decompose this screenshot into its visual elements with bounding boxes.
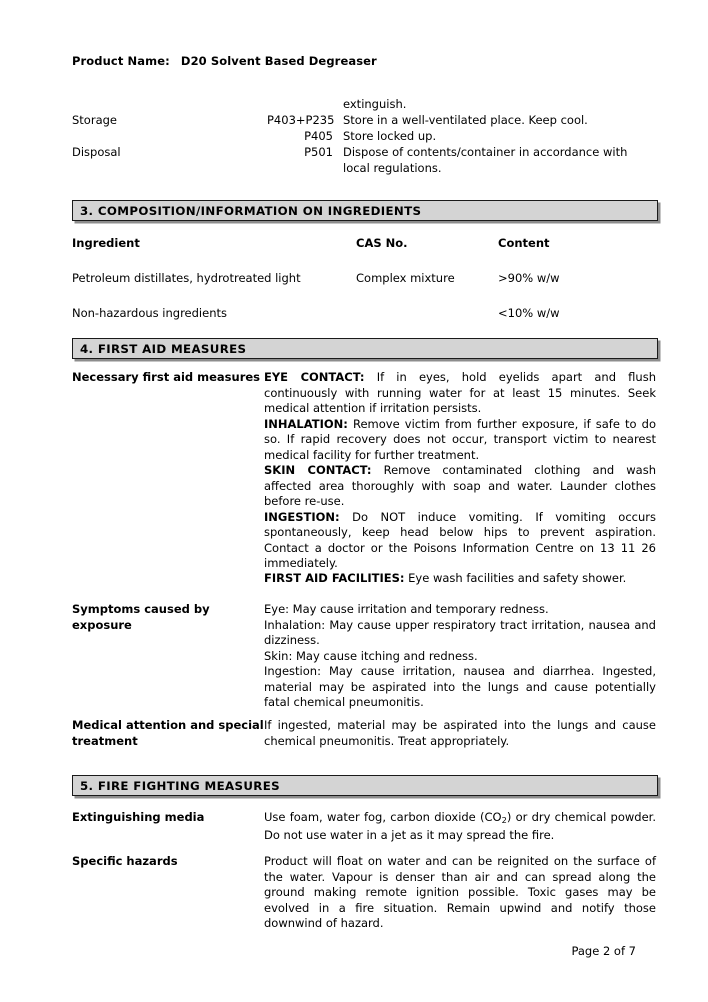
eye-contact-lead: EYE CONTACT: <box>264 370 365 384</box>
row-label-necessary-first-aid: Necessary first aid measures <box>72 370 261 384</box>
section-5-header <box>72 775 658 796</box>
product-name-value: D20 Solvent Based Degreaser <box>180 54 377 68</box>
skin-contact-lead: SKIN CONTACT: <box>264 463 372 477</box>
precaution-term: Disposal <box>72 145 121 159</box>
precaution-text: Store locked up. <box>343 129 437 143</box>
column-header-content: Content <box>498 236 550 250</box>
inhalation-lead: INHALATION: <box>264 416 348 431</box>
product-name-label: Product Name: <box>72 54 170 68</box>
first-aid-facilities-text: Eye wash facilities and safety shower. <box>404 571 627 585</box>
precaution-text: Store in a well-ventilated place. Keep cool. <box>343 113 588 127</box>
section-3-heading-text: 3. COMPOSITION/INFORMATION ON INGREDIENTS <box>80 203 422 218</box>
row-label-medical-attention: Medical attention and special treatment <box>72 718 264 748</box>
co2-subscript: 2 <box>501 814 507 825</box>
section-5-heading-text: 5. FIRE FIGHTING MEASURES <box>80 778 280 793</box>
table-row <box>72 112 652 128</box>
precaution-text: Dispose of contents/container in accordance with local regulations. <box>343 145 628 175</box>
cell-content: >90% w/w <box>498 271 560 285</box>
section-3-header <box>72 200 658 221</box>
row-label-extinguishing-media: Extinguishing media <box>72 810 205 824</box>
medical-attention-row <box>72 718 656 749</box>
composition-table-header-row <box>72 236 652 250</box>
extinguishing-media-text-part1: Use foam, water fog, carbon dioxide (CO <box>264 810 502 824</box>
first-aid-measures-row <box>72 370 656 572</box>
table-row <box>72 128 652 144</box>
extinguishing-media-text-part2: ) or dry chemical powder. Do not use water in a jet as it may spread the fire. <box>264 810 656 843</box>
medical-attention-body: If ingested, material may be aspirated into the lungs and cause chemical pneumonitis. Treat appropriately. <box>264 718 656 748</box>
first-aid-facilities-row <box>72 571 656 587</box>
precautionary-statements-table <box>72 96 652 176</box>
section-4-header <box>72 338 658 359</box>
column-header-ingredient: Ingredient <box>72 236 140 250</box>
orphan-text: extinguish. <box>343 97 407 111</box>
specific-hazards-row <box>72 854 656 932</box>
specific-hazards-body: Product will float on water and can be reignited on the surface of the water. Vapour is denser than air and can spread along the ground making remote ignition possible. Toxic gases may be evolved in a fire situation. Remain upwind and notify those downwind of hazard. <box>264 854 656 930</box>
table-row <box>72 306 652 320</box>
extinguishing-media-row <box>72 810 656 844</box>
table-row <box>72 144 652 176</box>
column-header-cas: CAS No. <box>356 236 408 250</box>
section-4-heading-text: 4. FIRST AID MEASURES <box>80 341 247 356</box>
first-aid-facilities-body <box>264 571 656 587</box>
first-aid-measures-body <box>264 370 656 572</box>
composition-table <box>72 236 652 341</box>
precaution-code: P405 <box>304 129 333 143</box>
precaution-term: Storage <box>72 113 117 127</box>
precaution-code: P501 <box>304 145 333 159</box>
symptom-line-ingestion: Ingestion: May cause irritation, nausea and diarrhea. Ingested, material may be aspirated into the lungs and cause potentially fatal chemical pneumonitis. <box>264 664 656 709</box>
cell-ingredient: Petroleum distillates, hydrotreated light <box>72 271 301 285</box>
skin-contact-text: Remove contaminated clothing and wash affected area thoroughly with soap and water. Launder clothes before re-use. <box>264 463 656 508</box>
precaution-code: P403+P235 <box>267 113 335 127</box>
page-running-header <box>72 54 377 68</box>
cell-content: <10% w/w <box>498 306 560 320</box>
row-label-symptoms: Symptoms caused by exposure <box>72 602 210 632</box>
inhalation-text: Remove victim from further exposure, if safe to do so. If rapid recovery does not occur, transport victim to nearest medical facility for further treatment. <box>264 416 656 462</box>
table-row <box>72 271 652 285</box>
cell-ingredient: Non-hazardous ingredients <box>72 306 227 320</box>
symptoms-row <box>72 602 656 711</box>
symptom-line-eye: Eye: May cause irritation and temporary redness. <box>264 602 549 616</box>
eye-contact-text: If in eyes, hold eyelids apart and flush continuously with running water for at least 15 minutes. Seek medical attention if irritation persists. <box>264 370 656 415</box>
orphan-line-row <box>72 96 652 112</box>
symptom-line-skin: Skin: May cause itching and redness. <box>264 648 478 663</box>
ingestion-text: Do NOT induce vomiting. If vomiting occurs spontaneously, keep head below hips to prevent aspiration. Contact a doctor or the Poisons Information Centre on 13 11 26 immediately. <box>264 509 656 570</box>
symptoms-body <box>264 602 656 711</box>
extinguishing-media-body <box>264 810 656 844</box>
first-aid-facilities-lead: FIRST AID FACILITIES: <box>264 571 405 585</box>
page-footer: Page 2 of 7 <box>571 944 636 958</box>
symptom-line-inhalation: Inhalation: May cause upper respiratory tract irritation, nausea and dizziness. <box>264 617 656 647</box>
row-label-specific-hazards: Specific hazards <box>72 854 178 868</box>
cell-cas: Complex mixture <box>356 271 455 285</box>
ingestion-lead: INGESTION: <box>264 509 340 524</box>
